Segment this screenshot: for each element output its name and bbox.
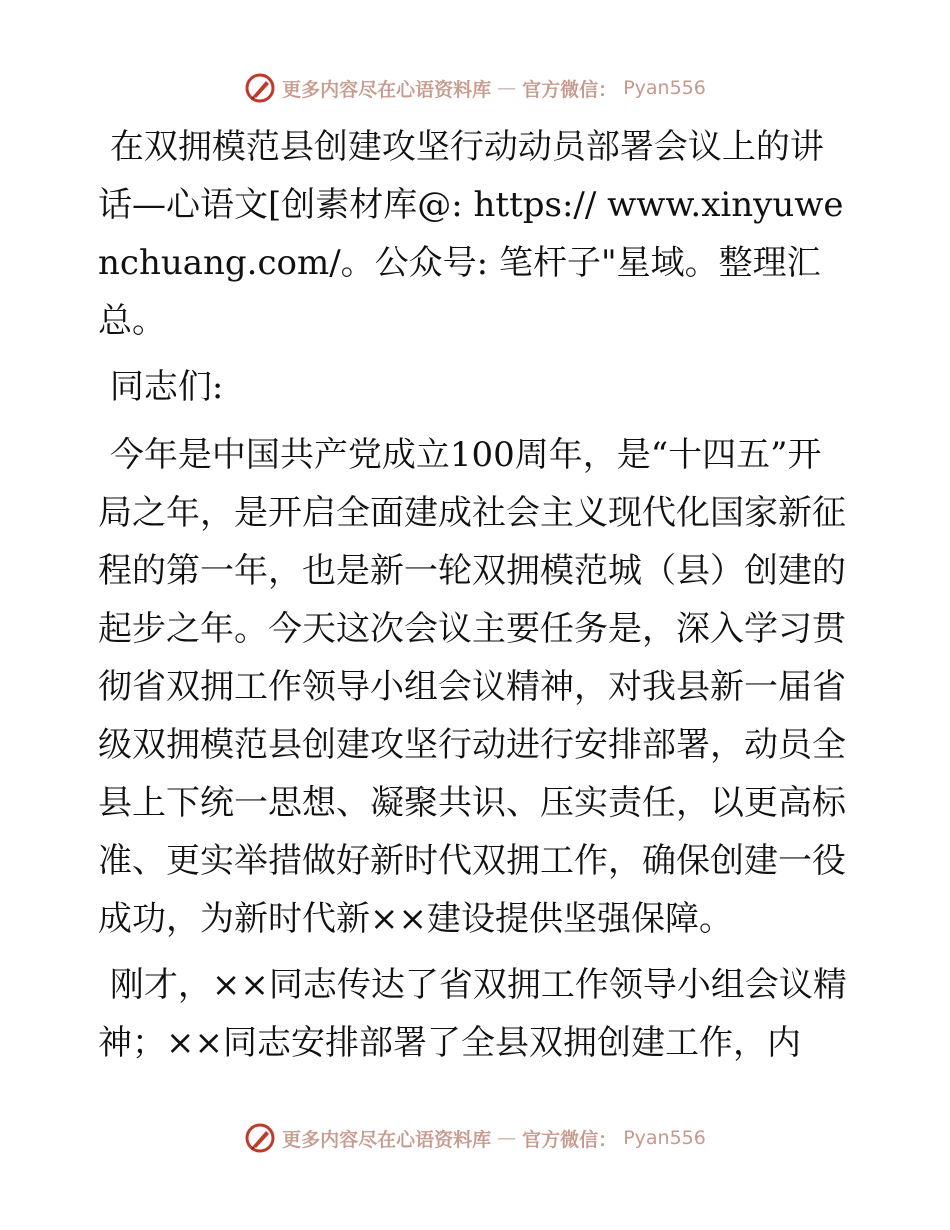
- document-title: 在双拥模范县创建攻坚行动动员部署会议上的讲话—心语文[创素材库@: https:// www.xinyuwenchuang.com/。公众号: 笔杆子"星域。整理汇总。: [98, 127, 844, 341]
- document-body: [98, 118, 850, 1080]
- watermark-official-label: 官方微信：: [522, 78, 618, 101]
- watermark-main-text: 更多内容尽在心语资料库: [282, 1128, 492, 1151]
- footer-watermark: [0, 1122, 950, 1154]
- watermark-main-text: 更多内容尽在心语资料库: [282, 78, 492, 101]
- paragraph-1: 今年是中国共产党成立100周年，是“十四五”开局之年，是开启全面建成社会主义现代化国家新征程的第一年，也是新一轮双拥模范城（县）创建的起步之年。今天这次会议主要任务是，深入学习贯彻省双拥工作领导小组会议精神，对我县新一届省级双拥模范县创建攻坚行动进行安排部署，动员全县上下统一思想、凝聚共识、压实责任，以更高标准、更实举措做好新时代双拥工作，确保创建一役成功，为新时代新××建设提供坚强保障。: [98, 435, 846, 939]
- paragraph-2: 刚才，××同志传达了省双拥工作领导小组会议精神；××同志安排部署了全县双拥创建工作，内: [98, 965, 847, 1063]
- header-watermark: [0, 72, 950, 104]
- watermark-official-label: 官方微信：: [522, 1128, 618, 1151]
- watermark-separator: —: [497, 77, 517, 99]
- salutation: 同志们:: [109, 367, 224, 407]
- pen-logo-icon: [244, 72, 276, 104]
- watermark-wechat-id: Pyan556: [623, 77, 706, 99]
- pen-logo-icon: [244, 1122, 276, 1154]
- watermark-wechat-id: Pyan556: [623, 1127, 706, 1149]
- watermark-separator: —: [497, 1127, 517, 1149]
